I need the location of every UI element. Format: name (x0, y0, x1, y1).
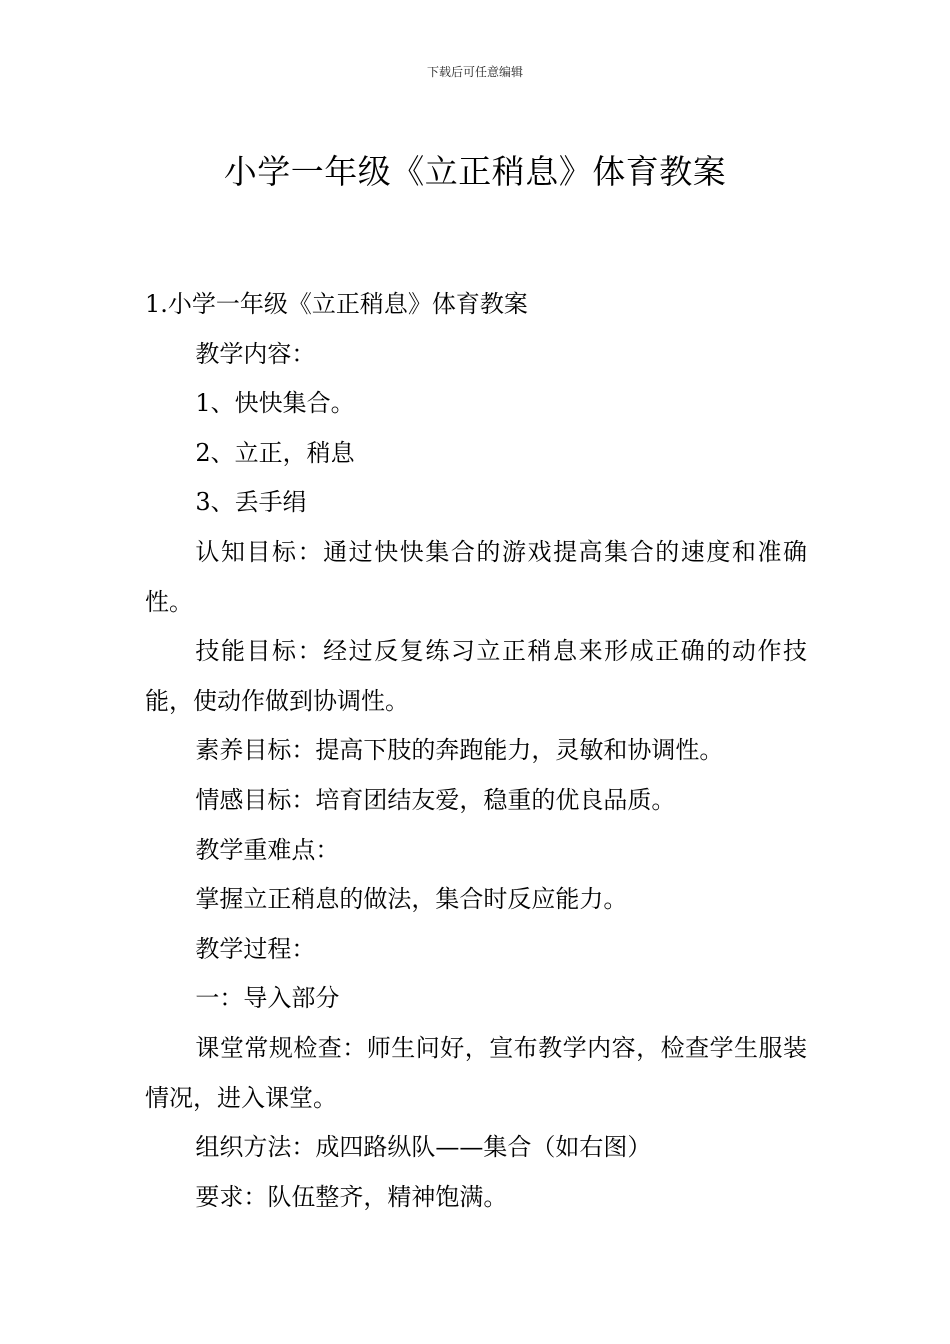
paragraph-item-2: 2、立正，稍息 (195, 438, 355, 467)
document-title: 小学一年级《立正稍息》体育教案 (223, 152, 727, 192)
paragraph-organization: 组织方法：成四路纵队——集合（如右图） (195, 1133, 652, 1162)
paragraph-literacy-goal: 素养目标：提高下肢的奔跑能力，灵敏和协调性。 (195, 736, 724, 765)
paragraph-skill-goal: 技能目标：经过反复练习立正稍息来形成正确的动作技能，使动作做到协调性。 (145, 637, 807, 715)
paragraph-key-points: 掌握立正稍息的做法，集合时反应能力。 (195, 885, 628, 914)
paragraph-process-label: 教学过程： (195, 934, 316, 963)
paragraph-teaching-content-label: 教学内容： (195, 339, 316, 368)
paragraph-item-1: 1、快快集合。 (195, 389, 355, 418)
document-body (145, 280, 807, 1222)
paragraph-cognitive-goal: 认知目标：通过快快集合的游戏提高集合的速度和准确性。 (145, 537, 807, 616)
paragraph-requirement: 要求：队伍整齐，精神饱满。 (195, 1182, 508, 1211)
section-heading: 1.小学一年级《立正稍息》体育教案 (145, 290, 528, 318)
paragraph-emotional-goal: 情感目标：培育团结友爱，稳重的优良品质。 (195, 785, 676, 814)
paragraph-item-3: 3、丢手绢 (195, 488, 307, 517)
paragraph-part-one: 一：导入部分 (195, 984, 340, 1013)
paragraph-key-points-label: 教学重难点： (195, 835, 340, 864)
header-note: 下载后可任意编辑 (426, 65, 523, 79)
paragraph-routine-check: 课堂常规检查：师生问好，宣布教学内容，检查学生服装情况，进入课堂。 (145, 1033, 807, 1112)
